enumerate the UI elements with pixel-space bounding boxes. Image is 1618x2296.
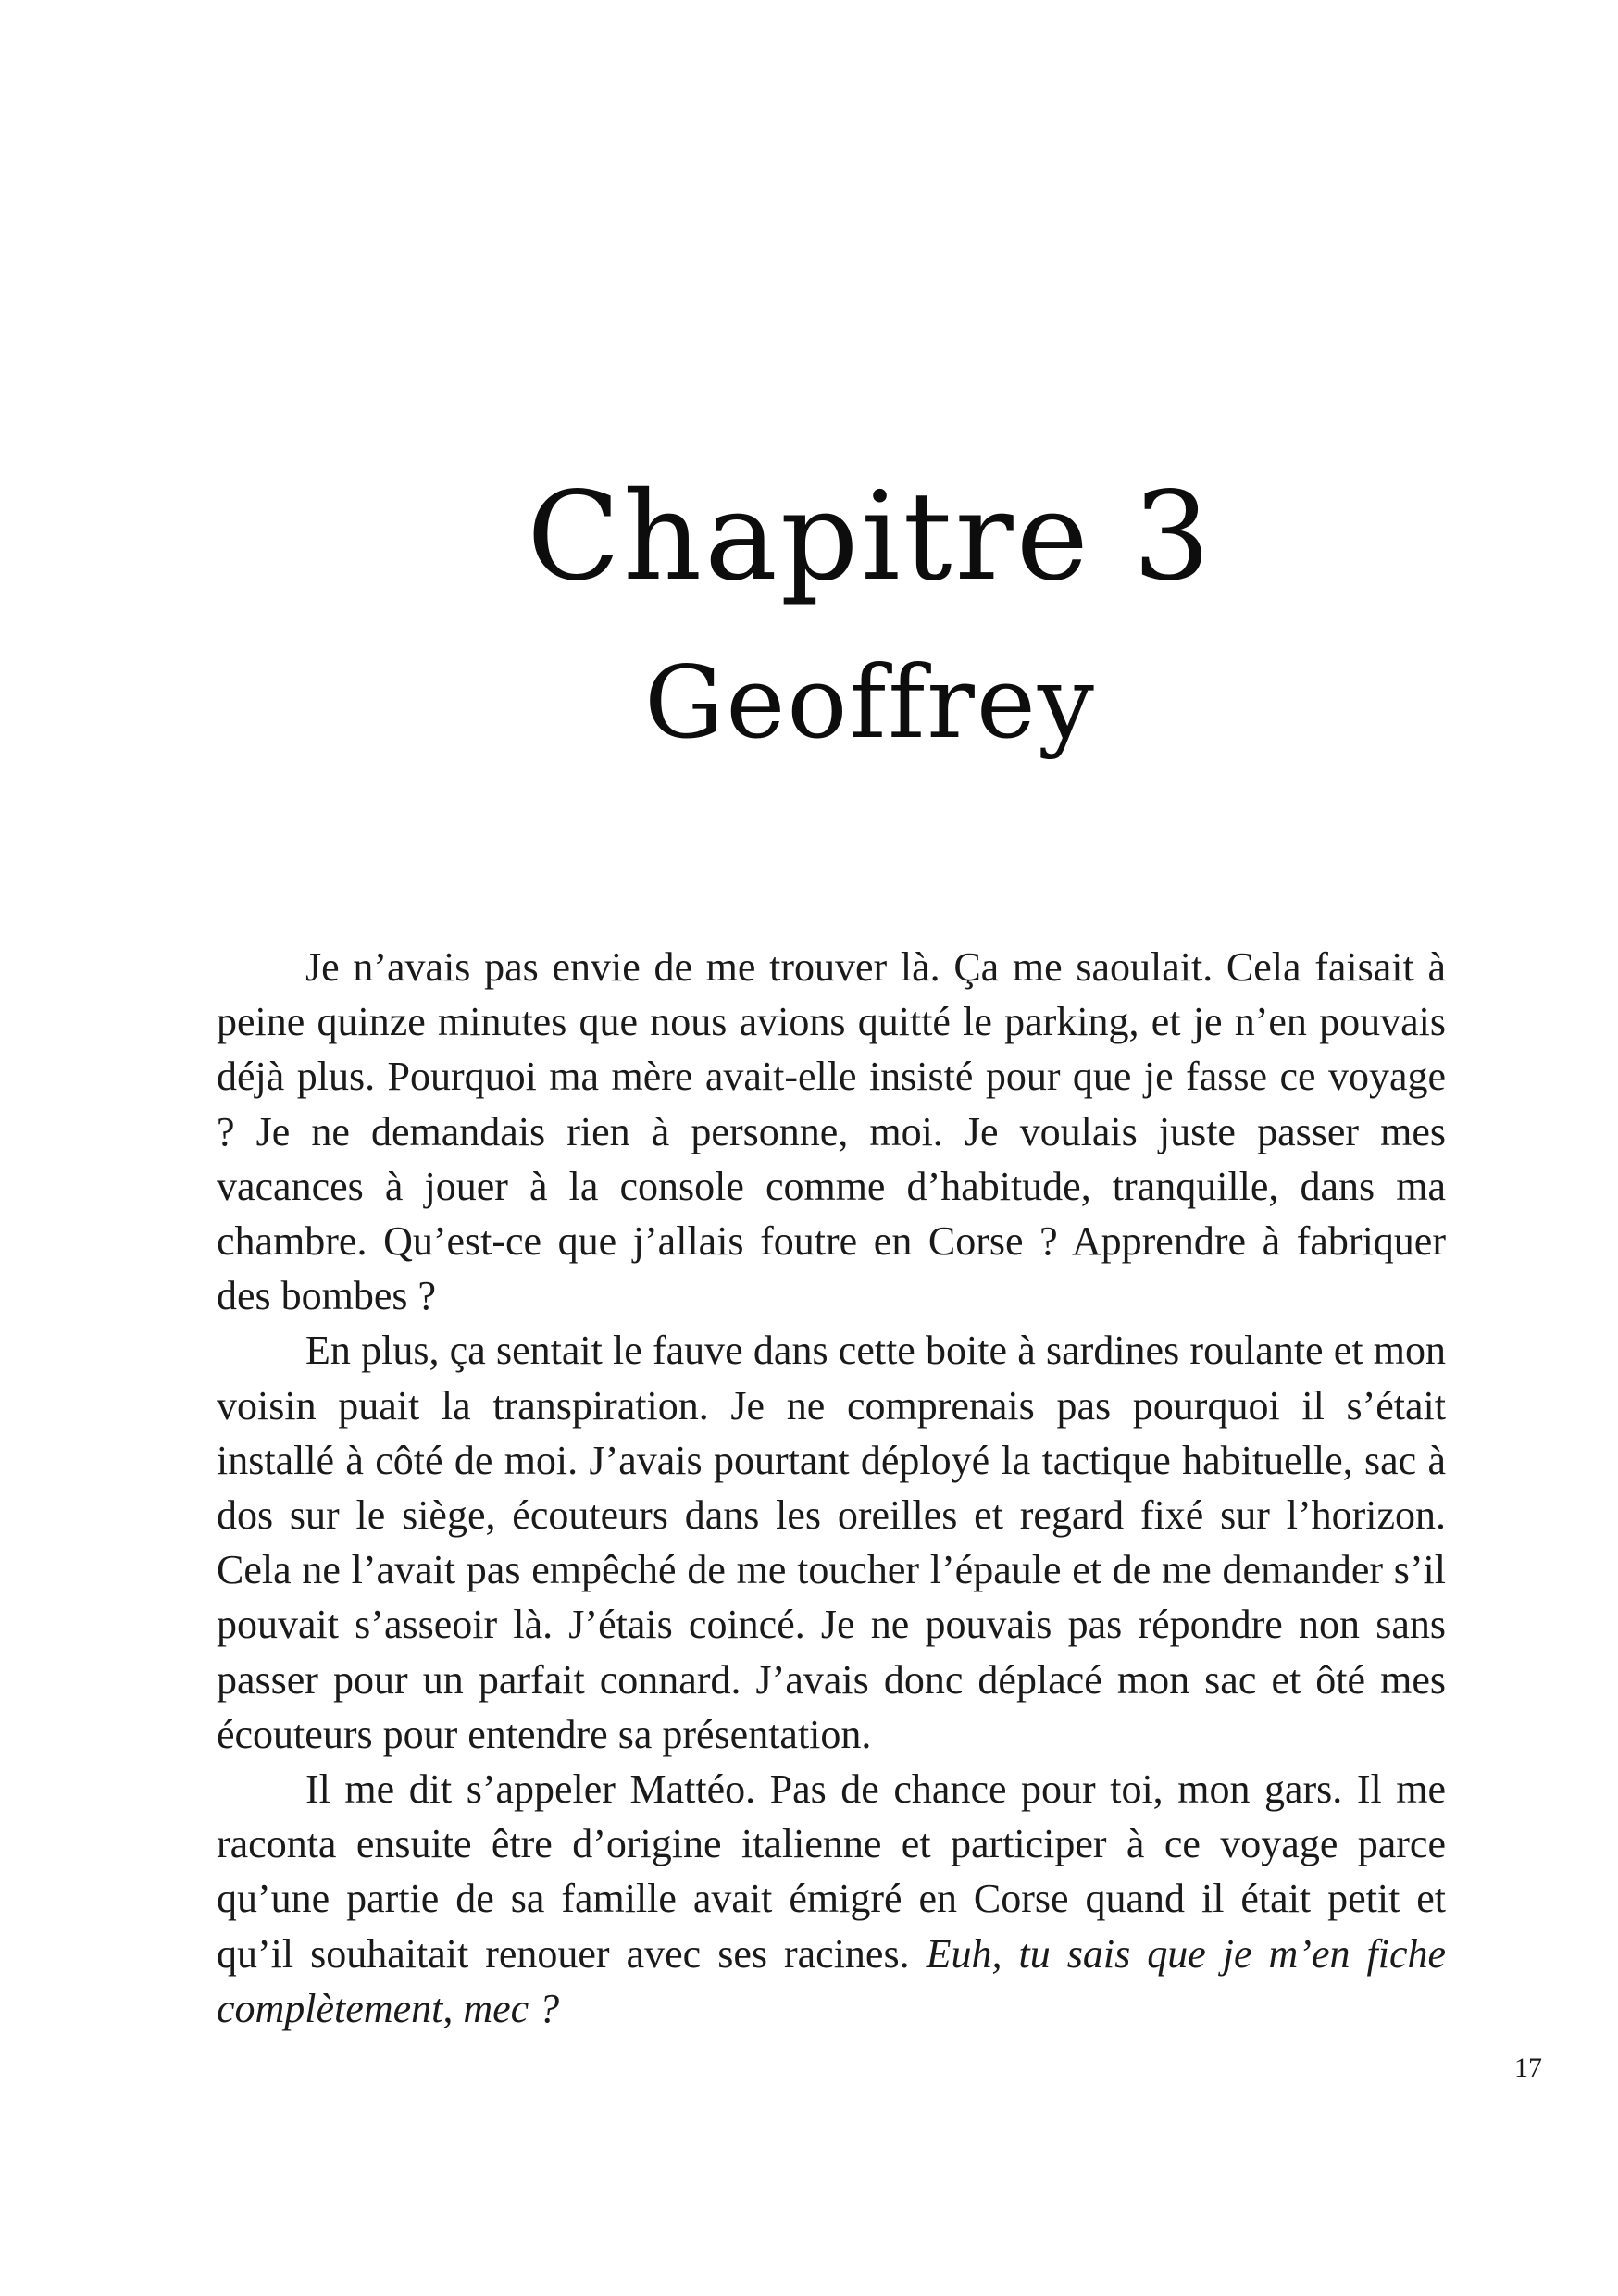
paragraph-italic-text: Euh, tu sais que je m’en fiche complètement, mec ?	[217, 1930, 1447, 2031]
chapter-heading	[500, 454, 1240, 768]
paragraph	[217, 1323, 1446, 1762]
chapter-title: Chapitre 3	[527, 466, 1214, 608]
paragraph-text: Il me dit s’appeler Mattéo. Pas de chance pour toi, mon gars. Il me raconta ensuite être d’origine italienne et participer à ce voyage parce qu’une partie de sa famille avait émigré en Corse quand il était petit et qu’il souhaitait renouer avec ses racines.	[217, 1766, 1446, 1977]
chapter-body	[217, 940, 1446, 2036]
paragraph	[217, 940, 1446, 1323]
page-number: 17	[1514, 2053, 1542, 2083]
paragraph	[217, 1762, 1446, 2036]
paragraph-text: Je n’avais pas envie de me trouver là. Ça me saoulait. Cela faisait à peine quinze minutes que nous avions quitté le parking, et je n’en pouvais déjà plus. Pourquoi ma mère avait-elle insisté pour que je fasse ce voyage ? Je ne demandais rien à personne, moi. Je voulais juste passer mes vacances à jouer à la console comme d’habitude, tranquille, dans ma chambre. Qu’est-ce que j’allais foutre en Corse ? Apprendre à fabriquer des bombes ?	[217, 944, 1446, 1319]
chapter-subtitle: Geoffrey	[644, 645, 1096, 761]
paragraph-text: En plus, ça sentait le fauve dans cette boite à sardines roulante et mon voisin puait la transpiration. Je ne comprenais pas pourquoi il s’était installé à côté de moi. J’avais pourtant déployé la tactique habituelle, sac à dos sur le siège, écouteurs dans les oreilles et regard fixé sur l’horizon. Cela ne l’avait pas empêché de me toucher l’épaule et de me demander s’il pouvait s’asseoir là. J’étais coincé. Je ne pouvais pas répondre non sans passer pour un parfait connard. J’avais donc déplacé mon sac et ôté mes écouteurs pour entendre sa présentation.	[217, 1328, 1446, 1757]
